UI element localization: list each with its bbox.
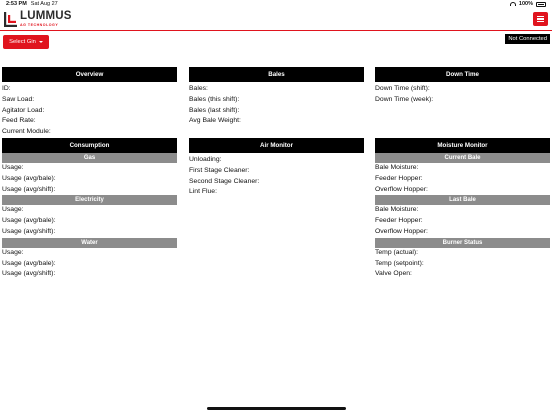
status-time-text: 2:53 PM xyxy=(6,1,27,7)
down-time-title: Down Time xyxy=(375,67,550,82)
battery-percent: 100% xyxy=(518,1,533,7)
status-right xyxy=(510,1,546,7)
overview-panel xyxy=(2,67,177,138)
bales-title: Bales xyxy=(189,67,364,82)
menu-icon-line xyxy=(537,18,544,19)
moisture-monitor-panel xyxy=(375,138,550,280)
overview-field: Current Module: xyxy=(2,128,51,136)
overview-field: Saw Load: xyxy=(2,95,35,103)
burner-status-subtitle: Burner Status xyxy=(375,238,550,248)
water-field: Usage (avg/shift): xyxy=(2,270,56,278)
air-monitor-field: Lint Flue: xyxy=(189,188,217,196)
overview-field: Agitator Load: xyxy=(2,106,45,114)
consumption-panel xyxy=(2,138,177,280)
bales-field: Avg Bale Weight: xyxy=(189,117,241,125)
brand-text xyxy=(20,11,72,27)
status-time xyxy=(6,1,58,7)
battery-icon xyxy=(536,2,546,7)
chevron-down-icon xyxy=(39,41,43,43)
last-bale-subtitle: Last Bale xyxy=(375,195,550,205)
current-bale-subtitle: Current Bale xyxy=(375,153,550,163)
brand-logo xyxy=(4,11,72,27)
app-header xyxy=(0,9,552,31)
bales-field: Bales: xyxy=(189,85,208,92)
down-time-field: Down Time (week): xyxy=(375,95,434,103)
electricity-field: Usage (avg/bale): xyxy=(2,217,56,225)
current-bale-field: Overflow Hopper: xyxy=(375,185,428,193)
status-date: Sat Aug 27 xyxy=(30,1,58,7)
air-monitor-title: Air Monitor xyxy=(189,138,364,153)
connection-status-badge: Not Connected xyxy=(505,34,550,44)
burner-status-field: Temp (setpoint): xyxy=(375,259,424,267)
air-monitor-field: First Stage Cleaner: xyxy=(189,166,250,174)
gas-field: Usage: xyxy=(2,164,24,171)
air-monitor-field: Second Stage Cleaner: xyxy=(189,177,260,185)
overview-field: Feed Rate: xyxy=(2,117,36,125)
consumption-title: Consumption xyxy=(2,138,177,153)
air-monitor-panel xyxy=(189,138,364,198)
gas-field: Usage (avg/bale): xyxy=(2,174,56,182)
electricity-subtitle: Electricity xyxy=(2,195,177,205)
current-bale-field: Feeder Hopper: xyxy=(375,174,423,182)
hamburger-menu-button[interactable] xyxy=(533,12,548,26)
last-bale-field: Feeder Hopper: xyxy=(375,217,423,225)
water-subtitle: Water xyxy=(2,238,177,248)
current-bale-field: Bale Moisture: xyxy=(375,164,419,171)
home-indicator[interactable] xyxy=(207,407,346,410)
overview-field: ID: xyxy=(2,85,11,92)
wifi-icon xyxy=(510,2,516,6)
burner-status-field: Valve Open: xyxy=(375,270,412,278)
lummus-logo-icon xyxy=(4,12,17,27)
bales-field: Bales (this shift): xyxy=(189,95,240,103)
menu-icon-line xyxy=(537,21,544,22)
water-field: Usage: xyxy=(2,248,24,256)
air-monitor-field: Unloading: xyxy=(189,156,222,163)
electricity-field: Usage (avg/shift): xyxy=(2,227,56,235)
select-gin-label: Select Gin xyxy=(9,39,36,45)
overview-title: Overview xyxy=(2,67,177,82)
bales-panel xyxy=(189,67,364,127)
brand-name: LUMMUS xyxy=(20,10,72,22)
status-bar xyxy=(0,0,552,9)
gas-field: Usage (avg/shift): xyxy=(2,185,56,193)
gas-subtitle: Gas xyxy=(2,153,177,163)
moisture-monitor-title: Moisture Monitor xyxy=(375,138,550,153)
brand-tagline: AG TECHNOLOGY xyxy=(20,23,59,27)
menu-icon-line xyxy=(537,16,544,17)
select-gin-dropdown[interactable] xyxy=(3,35,49,49)
last-bale-field: Overflow Hopper: xyxy=(375,227,428,235)
water-field: Usage (avg/bale): xyxy=(2,259,56,267)
last-bale-field: Bale Moisture: xyxy=(375,206,419,214)
burner-status-field: Temp (actual): xyxy=(375,248,419,256)
down-time-panel xyxy=(375,67,550,106)
down-time-field: Down Time (shift): xyxy=(375,85,430,92)
bales-field: Bales (last shift): xyxy=(189,106,240,114)
electricity-field: Usage: xyxy=(2,206,24,214)
